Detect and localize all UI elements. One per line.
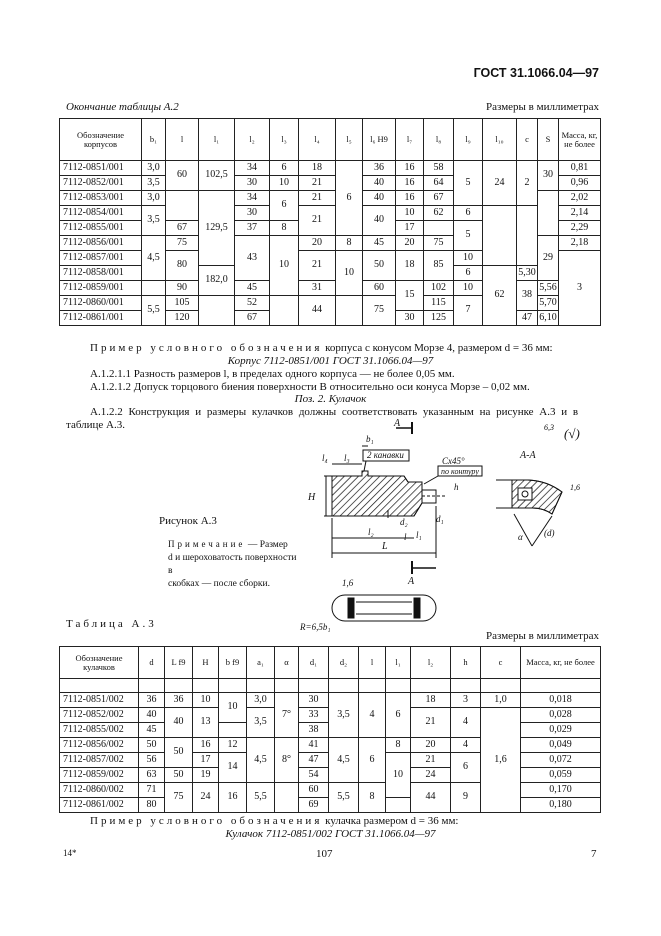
table-row: 7112-0861/001 120 67 30 125 47 6,10 — [60, 311, 601, 326]
svg-text:d₂: d₂ — [400, 517, 408, 527]
table-row: 7112-0860/002 71 75 24 16 5,5 60 5,5 8 44 9 0,170 — [60, 783, 601, 798]
page-number-center: 107 — [316, 848, 333, 860]
svg-text:1,6: 1,6 — [570, 483, 580, 492]
svg-text:6,3: 6,3 — [544, 423, 554, 432]
table-a2 — [59, 118, 601, 326]
table-row: 7112-0855/001 67 37 8 17 5 2,29 — [60, 221, 601, 236]
svg-text:b₁: b₁ — [366, 434, 374, 444]
svg-text:H: H — [308, 492, 316, 503]
table-row: 7112-0857/001 80 21 10 50 18 85 10 3 — [60, 251, 601, 266]
table2-units: Размеры в миллиметрах — [486, 101, 599, 113]
table-row: 7112-0855/002 45 38 0,029 — [60, 723, 601, 738]
figure-a3-drawing — [296, 418, 606, 638]
table3-units: Размеры в миллиметрах — [486, 630, 599, 642]
svg-text:Cx45°: Cx45° — [442, 456, 465, 466]
table-row: 7112-0852/002 40 40 13 3,5 33 21 4 1,6 0,028 — [60, 708, 601, 723]
table-row: 7112-0858/001 182,0 6 62 5,30 — [60, 266, 601, 281]
table-row: 7112-0851/001 3,0 60 102,5 34 6 18 6 36 16 58 5 24 2 30 0,81 — [60, 161, 601, 176]
svg-text:R=6,5b₁: R=6,5b₁ — [300, 622, 331, 632]
figure-caption: Рисунок А.3 — [159, 515, 217, 527]
para-a122-cont: таблице А.3. — [66, 419, 125, 431]
table-row: 7112-0851/002 36 36 10 10 3,0 7° 30 3,5 4 6 18 3 1,0 0,018 — [60, 693, 601, 708]
table-header-row: Обозначение кулачков d L f9 H b f9 a₁ α d₁ d₂ l l₁ l₂ h c Масса, кг, не более — [60, 647, 601, 679]
table3-caption: Таблица А.3 — [66, 618, 157, 630]
table-row: 7112-0856/002 50 50 16 12 4,5 8° 41 4,5 6 8 20 4 0,049 — [60, 738, 601, 753]
svg-text:(d): (d) — [544, 528, 555, 538]
table-row: 7112-0859/002 63 50 19 54 24 0,059 — [60, 768, 601, 783]
table-row: 7112-0856/001 4,5 75 43 10 20 8 45 20 75 29 2,18 — [60, 236, 601, 251]
section-arrow-bottom — [407, 561, 436, 587]
svg-text:l₃: l₃ — [344, 453, 350, 463]
example2-code: Кулачок 7112-0851/002 ГОСТ 31.1066.04—97 — [225, 828, 436, 840]
footnote-mark: 14* — [63, 848, 77, 858]
svg-text:α: α — [518, 532, 523, 542]
table-a3 — [59, 646, 601, 813]
table-row: 7112-0854/001 3,5 30 21 40 10 62 6 2,14 — [60, 206, 601, 221]
svg-text:А: А — [408, 576, 415, 587]
svg-text:(√): (√) — [564, 426, 580, 441]
svg-text:2 канавки: 2 канавки — [367, 450, 404, 460]
table-row: 7112-0859/001 90 45 31 60 15 102 10 38 5,56 — [60, 281, 601, 296]
table-row: 7112-0853/001 3,0 129,5 34 6 21 40 16 67 2,02 — [60, 191, 601, 206]
table-row: 7112-0860/001 5,5 105 52 44 75 115 7 5,70 — [60, 296, 601, 311]
para-a122: А.1.2.2 Конструкция и размеры кулачков должны соответствовать указанным на рисунке А.3 и в — [90, 406, 579, 418]
para-a1211: А.1.2.1.1 Разность размеров l, в пределах одного корпуса — не более 0,05 мм. — [90, 368, 455, 380]
svg-text:l₄: l₄ — [322, 453, 328, 463]
figure-note: Примечание — Размер d и шероховатость поверхности в скобках — после сборки. — [168, 539, 297, 589]
table-header-row: Обозначение корпусов b₁ l l₁ l₂ l₃ l₄ l₅ l₆ Н9 l₇ l₈ l₉ l₁₀ c S Масса, кг, не более — [60, 119, 601, 161]
svg-text:А-А: А-А — [520, 450, 536, 461]
svg-text:l₂: l₂ — [368, 527, 374, 537]
section-arrow-top — [393, 418, 412, 434]
cam-side-view — [307, 434, 482, 558]
svg-text:d₁: d₁ — [436, 514, 444, 524]
position-title: Поз. 2. Кулачок — [294, 393, 367, 405]
svg-text:h: h — [454, 482, 459, 492]
table-row: 7112-0852/001 3,5 30 10 21 40 16 64 0,96 — [60, 176, 601, 191]
table-row: 7112-0857/002 56 17 14 47 10 21 6 0,072 — [60, 753, 601, 768]
table-row: 7112-0861/002 80 69 0,180 — [60, 798, 601, 813]
svg-text:l₁: l₁ — [416, 530, 422, 540]
standard-header: ГОСТ 31.1066.04—97 — [473, 66, 599, 80]
table-row — [60, 679, 601, 693]
cam-top-view — [299, 578, 436, 632]
svg-text:по контуру: по контуру — [441, 467, 479, 476]
section-aa — [496, 423, 580, 546]
example1-line: Пример условного обозначения корпуса с конусом Морзе 4, размером d = 36 мм: — [90, 342, 553, 354]
svg-text:l: l — [404, 532, 407, 542]
table2-caption: Окончание таблицы А.2 — [66, 101, 179, 113]
example2-line: Пример условного обозначения кулачка размером d = 36 мм: — [90, 815, 459, 827]
svg-text:L: L — [382, 541, 388, 552]
example1-code: Корпус 7112-0851/001 ГОСТ 31.1066.04—97 — [227, 355, 434, 367]
svg-text:1,6: 1,6 — [342, 578, 354, 588]
para-a1212: А.1.2.1.2 Допуск торцового биения поверхности В относительно оси конуса Морзе – 0,02 мм. — [90, 381, 530, 393]
svg-text:А: А — [394, 418, 401, 429]
page-number-right: 7 — [591, 848, 597, 860]
